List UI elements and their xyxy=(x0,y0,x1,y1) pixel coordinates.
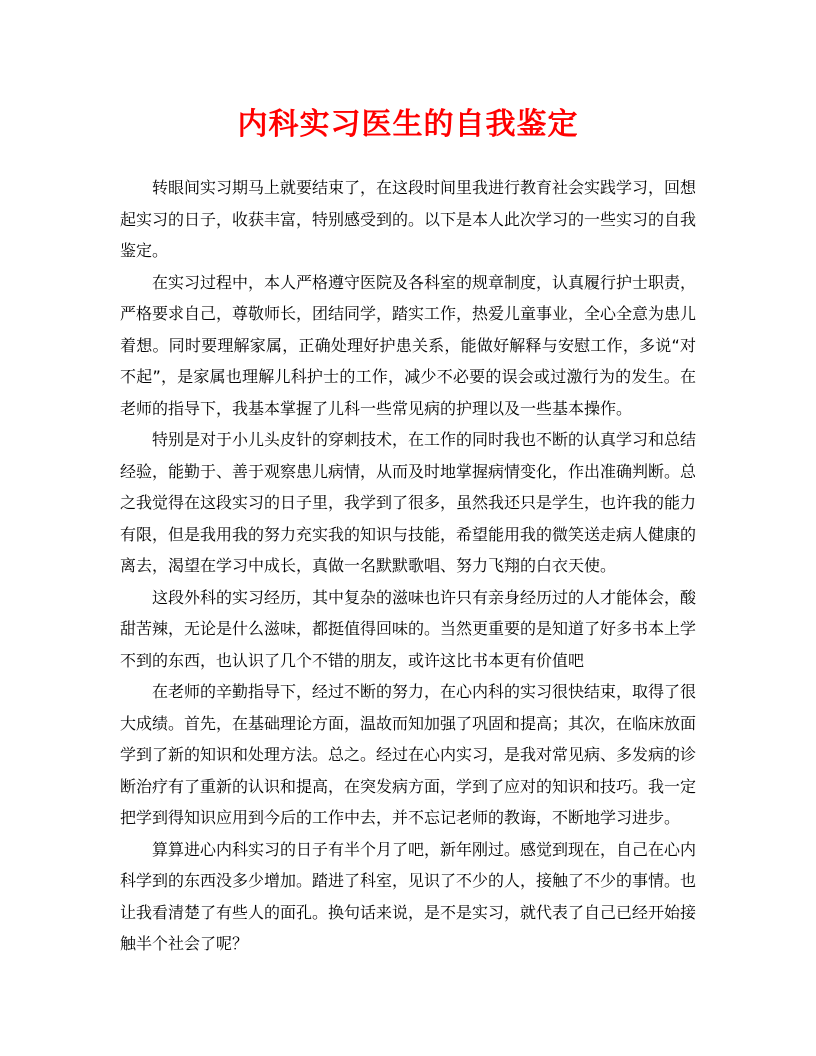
paragraph: 在实习过程中，本人严格遵守医院及各科室的规章制度，认真履行护士职责，严格要求自己，尊敬师长，团结同学，踏实工作，热爱儿童事业，全心全意为患儿着想。同时要理解家属，正确处理好护患关系，能做好解释与安慰工作，多说“对不起”，是家属也理解儿科护士的工作，减少不必要的误会或过激行为的发生。在老师的指导下，我基本掌握了儿科一些常见病的护理以及一些基本操作。 xyxy=(120,272,697,418)
paragraph: 在老师的辛勤指导下，经过不断的努力，在心内科的实习很快结束，取得了很大成绩。首先，在基础理论方面，温故而知加强了巩固和提高；其次，在临床放面学到了新的知识和处理方法。总之。经过在心内实习，是我对常见病、多发病的诊断治疗有了重新的认识和提高，在突发病方面，学到了应对的知识和技巧。我一定把学到得知识应用到今后的工作中去，并不忘记老师的教诲，不断地学习进步。 xyxy=(120,682,697,827)
paragraph: 算算进心内科实习的日子有半个月了吧，新年刚过。感觉到现在，自己在心内科学到的东西没多少增加。踏进了科室，见识了不少的人，接触了不少的事情。也让我看清楚了有些人的面孔。换句话来说，是不是实习，就代表了自己已经开始接触半个社会了呢？ xyxy=(120,839,697,953)
paragraph: 特别是对于小儿头皮针的穿刺技术，在工作的同时我也不断的认真学习和总结经验，能勤于、善于观察患儿病情，从而及时地掌握病情变化，作出准确判断。总之我觉得在这段实习的日子里，我学到了很多，虽然我还只是学生，也许我的能力有限，但是我用我的努力充实我的知识与技能，希望能用我的微笑送走病人健康的离去，渴望在学习中成长，真做一名默默歌唱、努力飞翔的白衣天使。 xyxy=(120,430,697,575)
paragraph: 这段外科的实习经历，其中复杂的滋味也许只有亲身经历过的人才能体会，酸甜苦辣，无论是什么滋味，都挺值得回味的。当然更重要的是知道了好多书本上学不到的东西，也认识了几个不错的朋友，或许这比书本更有价值吧 xyxy=(120,587,697,670)
document-body xyxy=(120,172,696,960)
paragraph: 转眼间实习期马上就要结束了，在这段时间里我进行教育社会实践学习，回想起实习的日子，收获丰富，特别感受到的。以下是本人此次学习的一些实习的自我鉴定。 xyxy=(120,178,697,260)
document-title: 内科实习医生的自我鉴定 xyxy=(237,107,579,142)
